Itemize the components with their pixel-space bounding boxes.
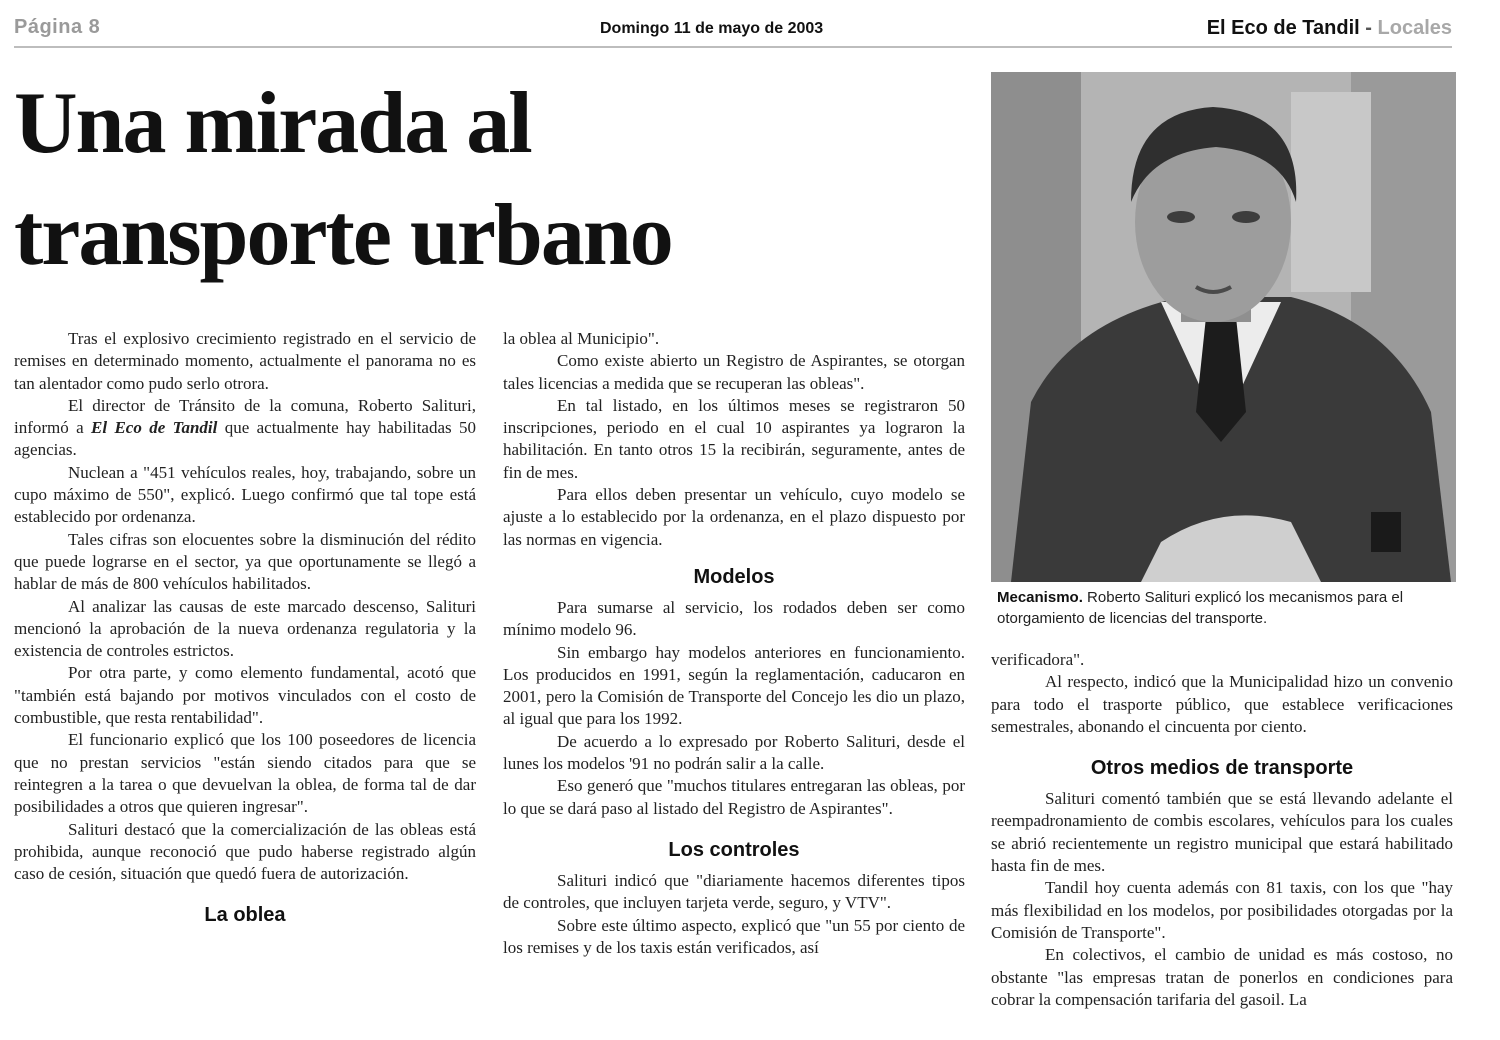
section-name: Locales [1377, 17, 1452, 39]
brand-separator: - [1365, 17, 1372, 39]
page-header [14, 12, 1452, 48]
paragraph: Salituri destacó que la comercialización de las obleas está prohibida, aunque reconoció que pudo haberse registrado algún caso de cesión, situación que quedó fuera de autorización. [14, 819, 476, 884]
paragraph: Sobre este último aspecto, explicó que "un 55 por ciento de los remises y de los taxis están verificados, así [503, 915, 965, 957]
paragraph: Para sumarse al servicio, los rodados deben ser como mínimo modelo 96. [503, 597, 965, 640]
article-column-1 [14, 328, 476, 935]
caption-text: Roberto Salituri explicó los mecanismos para el otorgamiento de licencias del transporte. [997, 589, 1404, 627]
paragraph: Salituri indicó que "diariamente hacemos diferentes tipos de controles, que incluyen tarjeta verde, seguro, y VTV". [503, 870, 965, 913]
paragraph [14, 395, 476, 462]
paragraph: la oblea al Municipio". [503, 329, 660, 348]
paragraph: Sin embargo hay modelos anteriores en funcionamiento. Los producidos en 1991, según la reglamentación, caducaron en 2001, pero la Comisión de Transporte del Concejo les dio un plazo, al igual que para los 1992. [503, 642, 965, 729]
subheading-otros-medios: Otros medios de transporte [1090, 757, 1354, 780]
publication-brand [1207, 17, 1452, 40]
paragraph: Tales cifras son elocuentes sobre la disminución del rédito que puede lograrse en el sector, ya que oportunamente se llegó a hablar de más de 800 vehículos habilitados. [14, 529, 476, 594]
paragraph: verificadora". [991, 650, 1085, 669]
portrait-photo-icon [991, 72, 1456, 582]
publication-name: El Eco de Tandil [1206, 17, 1360, 39]
paragraph: Al respecto, indicó que la Municipalidad hizo un convenio para todo el trasporte público, que establece verificaciones semestrales, abonando el cincuenta por ciento. [991, 672, 1453, 736]
photo-caption [997, 587, 1459, 629]
subheading-la-oblea: La oblea [204, 904, 286, 927]
caption-lead: Mecanismo. [997, 589, 1083, 606]
page-number: Página 8 [14, 16, 101, 38]
article-column-3 [991, 649, 1453, 1011]
issue-date: Domingo 11 de mayo de 2003 [600, 20, 824, 37]
paragraph: Salituri comentó también que se está llevando adelante el reempadronamiento de combis escolares, vehículos para los cuales se abrió recientemente un registro municipal que estará habilitado hasta fin de mes. [991, 789, 1453, 876]
paragraph: Por otra parte, y como elemento fundamental, acotó que "también está bajando por motivos vinculados con el costo de combustible, que resta rentabilidad". [14, 663, 476, 728]
source-name: El Eco de Tandil [91, 418, 218, 438]
paragraph: Al analizar las causas de este marcado descenso, Salituri mencionó la aprobación de la nueva ordenanza regulatoria y la existencia de controles estrictos. [14, 596, 476, 661]
paragraph-text: El director de Tránsito de la comuna, Roberto Salituri, informó a [14, 395, 476, 438]
paragraph: El funcionario explicó que los 100 poseedores de licencia que no prestan servicios "están siendo citados para que se reintegren a la tarea o que devuelvan la oblea, de forma tal de dar posibilidades a otros que quieren ingresar". [14, 730, 476, 817]
paragraph: De acuerdo a lo expresado por Roberto Salituri, desde el lunes los modelos '91 no podrán salir a la calle. [503, 731, 965, 774]
paragraph-text: que actualmente hay habilitadas 50 agencias. [14, 418, 476, 460]
paragraph: Eso generó que "muchos titulares entregaran las obleas, por lo que se dará paso al listado del Registro de Aspirantes". [503, 776, 965, 818]
paragraph: Nuclean a "451 vehículos reales, hoy, trabajando, sobre un cupo máximo de 550", explicó. Luego confirmó que tal tope está establecido por ordenanza. [14, 462, 476, 527]
subheading-los-controles: Los controles [668, 838, 800, 861]
paragraph: En tal listado, en los últimos meses se registraron 50 inscripciones, periodo en el cual 10 aspirantes ya lograron la habilitación. En tanto otros 15 la recibirán, seguramente, antes de fin de mes. [503, 395, 965, 482]
subheading-modelos: Modelos [693, 565, 775, 588]
paragraph: Para ellos deben presentar un vehículo, cuyo modelo se ajuste a lo establecido por la ordenanza, en el plazo dispuesto por las normas en vigencia. [503, 485, 965, 549]
paragraph: Tandil hoy cuenta además con 81 taxis, con los que "hay más flexibilidad en los modelos, por posibilidades otorgadas por la Comisión de Transporte". [991, 878, 1453, 942]
article-column-2 [503, 328, 965, 959]
portrait-illustration [991, 72, 1456, 582]
article-headline: Una mirada al transporte urbano [14, 75, 672, 284]
paragraph: Tras el explosivo crecimiento registrado en el servicio de remises en determinado momento, actualmente el panorama no es tan alentador como pudo serlo otrora. [14, 329, 476, 393]
paragraph: Como existe abierto un Registro de Aspirantes, se otorgan tales licencias a medida que se recuperan las obleas". [503, 351, 965, 393]
paragraph: En colectivos, el cambio de unidad es más costoso, no obstante "las empresas tratan de ponerlos en condiciones para cobrar la compensación tarifaria del gasoil. La [991, 945, 1453, 1009]
